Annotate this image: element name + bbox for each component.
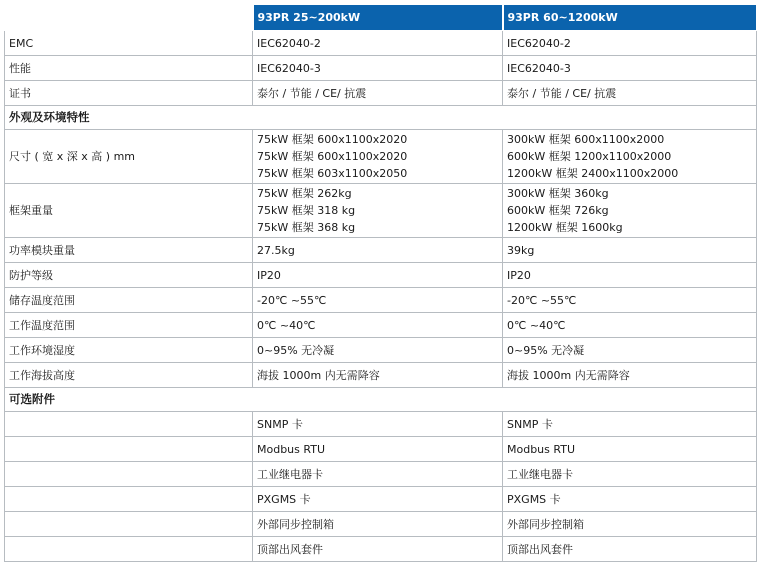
cell-model-2: 39kg xyxy=(503,238,757,263)
cell-line: 75kW 框架 600x1100x2020 xyxy=(257,133,408,146)
cell-model-2: 外部同步控制箱 xyxy=(503,512,757,537)
cell-model-1: SNMP 卡 xyxy=(253,412,503,437)
row-label: 证书 xyxy=(5,81,253,106)
row-label xyxy=(5,537,253,562)
row-label: 性能 xyxy=(5,56,253,81)
table-row xyxy=(5,130,757,184)
cell-line: 75kW 框架 603x1100x2050 xyxy=(257,167,408,180)
section-title: 外观及环境特性 xyxy=(5,106,757,130)
cell-model-1 xyxy=(253,130,503,184)
cell-model-1: -20℃ ~55℃ xyxy=(253,288,503,313)
section-title: 可选附件 xyxy=(5,388,757,412)
cell-line: 1200kW 框架 2400x1100x2000 xyxy=(507,167,679,180)
header-blank-cell xyxy=(5,5,253,31)
table-row xyxy=(5,263,757,288)
cell-line: 1200kW 框架 1600kg xyxy=(507,221,623,234)
table-row xyxy=(5,184,757,238)
cell-model-2: IEC62040-2 xyxy=(503,31,757,56)
cell-line: 300kW 框架 600x1100x2000 xyxy=(507,133,665,146)
cell-model-2: 海拔 1000m 内无需降容 xyxy=(503,363,757,388)
cell-model-1: IP20 xyxy=(253,263,503,288)
cell-model-1: IEC62040-3 xyxy=(253,56,503,81)
row-label: 框架重量 xyxy=(5,184,253,238)
cell-line: 300kW 框架 360kg xyxy=(507,187,609,200)
cell-model-2 xyxy=(503,130,757,184)
cell-line: 75kW 框架 368 kg xyxy=(257,221,356,234)
cell-model-1: 外部同步控制箱 xyxy=(253,512,503,537)
cell-model-2: PXGMS 卡 xyxy=(503,487,757,512)
cell-model-2: 泰尔 / 节能 / CE/ 抗震 xyxy=(503,81,757,106)
cell-model-1: 27.5kg xyxy=(253,238,503,263)
cell-model-1: 0~95% 无冷凝 xyxy=(253,338,503,363)
cell-line: 75kW 框架 318 kg xyxy=(257,204,356,217)
cell-model-2: -20℃ ~55℃ xyxy=(503,288,757,313)
table-row xyxy=(5,81,757,106)
section-row xyxy=(5,106,757,130)
cell-line: 600kW 框架 1200x1100x2000 xyxy=(507,150,672,163)
table-row xyxy=(5,512,757,537)
row-label: 防护等级 xyxy=(5,263,253,288)
row-label xyxy=(5,462,253,487)
cell-model-2: Modbus RTU xyxy=(503,437,757,462)
row-label: 工作环境湿度 xyxy=(5,338,253,363)
row-label: 尺寸 ( 宽 x 深 x 高 ) mm xyxy=(5,130,253,184)
row-label: 工作温度范围 xyxy=(5,313,253,338)
table-row xyxy=(5,31,757,56)
header-model-1: 93PR 25~200kW xyxy=(253,5,503,31)
cell-model-1: PXGMS 卡 xyxy=(253,487,503,512)
cell-model-1: 工业继电器卡 xyxy=(253,462,503,487)
cell-line: 75kW 框架 262kg xyxy=(257,187,352,200)
cell-model-2 xyxy=(503,184,757,238)
table-row xyxy=(5,462,757,487)
header-model-2: 93PR 60~1200kW xyxy=(503,5,757,31)
table-row xyxy=(5,437,757,462)
spec-table xyxy=(4,4,757,562)
table-row xyxy=(5,313,757,338)
cell-model-2: 0~95% 无冷凝 xyxy=(503,338,757,363)
cell-model-1: 泰尔 / 节能 / CE/ 抗震 xyxy=(253,81,503,106)
cell-line: 75kW 框架 600x1100x2020 xyxy=(257,150,408,163)
table-row xyxy=(5,56,757,81)
cell-model-2: SNMP 卡 xyxy=(503,412,757,437)
cell-model-1: 顶部出风套件 xyxy=(253,537,503,562)
cell-model-2: 顶部出风套件 xyxy=(503,537,757,562)
table-row xyxy=(5,338,757,363)
cell-model-1: IEC62040-2 xyxy=(253,31,503,56)
table-row xyxy=(5,487,757,512)
section-row xyxy=(5,388,757,412)
cell-model-2: IP20 xyxy=(503,263,757,288)
row-label xyxy=(5,512,253,537)
row-label: 工作海拔高度 xyxy=(5,363,253,388)
table-row xyxy=(5,238,757,263)
cell-model-1: 海拔 1000m 内无需降容 xyxy=(253,363,503,388)
cell-model-1 xyxy=(253,184,503,238)
row-label xyxy=(5,437,253,462)
row-label xyxy=(5,412,253,437)
table-row xyxy=(5,412,757,437)
row-label: 储存温度范围 xyxy=(5,288,253,313)
cell-model-2: 0℃ ~40℃ xyxy=(503,313,757,338)
cell-model-2: 工业继电器卡 xyxy=(503,462,757,487)
row-label: EMC xyxy=(5,31,253,56)
cell-model-1: Modbus RTU xyxy=(253,437,503,462)
header-row xyxy=(5,5,757,31)
table-row xyxy=(5,288,757,313)
cell-model-2: IEC62040-3 xyxy=(503,56,757,81)
table-row xyxy=(5,537,757,562)
row-label: 功率模块重量 xyxy=(5,238,253,263)
row-label xyxy=(5,487,253,512)
cell-model-1: 0℃ ~40℃ xyxy=(253,313,503,338)
table-row xyxy=(5,363,757,388)
cell-line: 600kW 框架 726kg xyxy=(507,204,609,217)
